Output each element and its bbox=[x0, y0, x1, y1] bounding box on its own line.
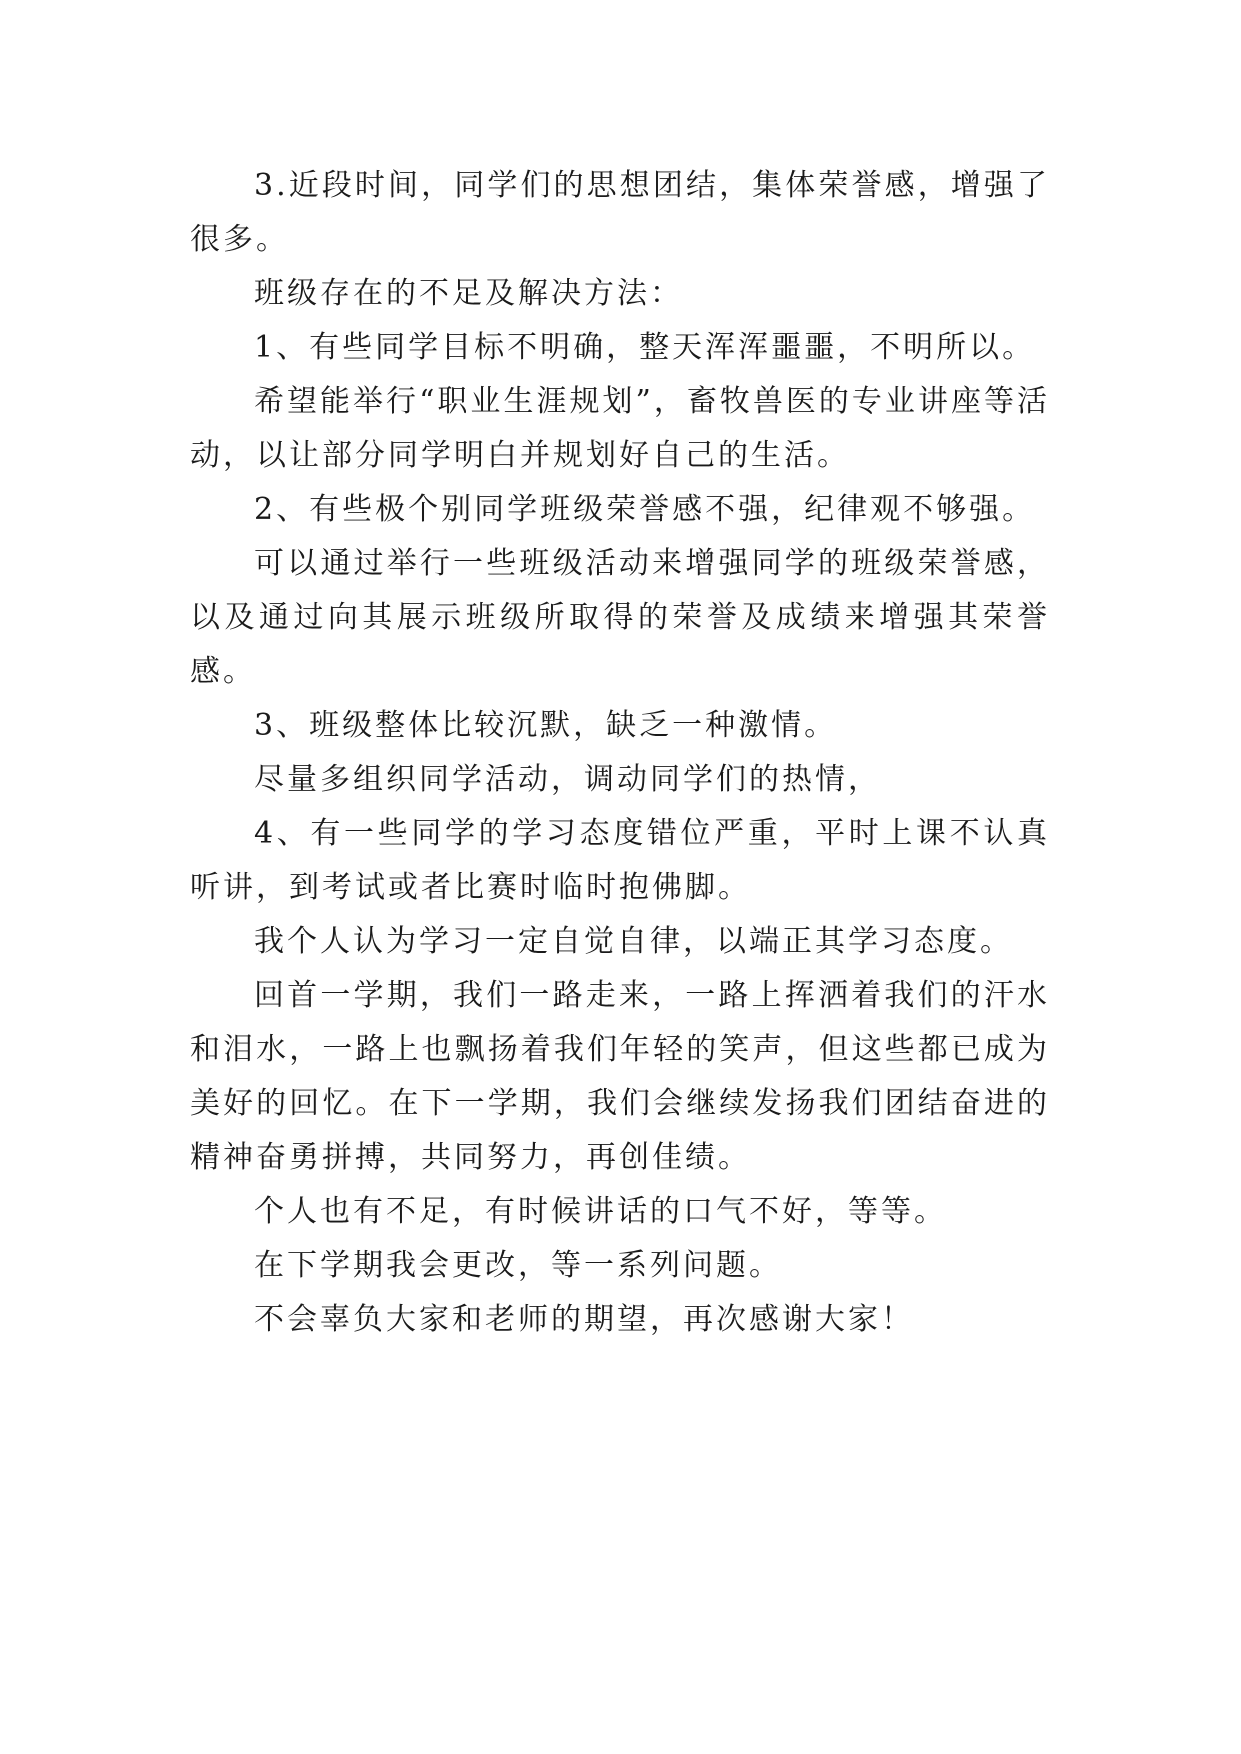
paragraph-shortcomings-heading: 班级存在的不足及解决方法： bbox=[254, 276, 683, 311]
paragraph-issue-2: 2、有些极个别同学班级荣誉感不强，纪律观不够强。 bbox=[254, 492, 1036, 527]
paragraph-issue-4: 4、有一些同学的学习态度错位严重，平时上课不认真听讲，到考试或者比赛时临时抱佛脚。 bbox=[190, 816, 1050, 905]
paragraph-thanks: 不会辜负大家和老师的期望，再次感谢大家！ bbox=[254, 1302, 914, 1337]
paragraph-review: 回首一学期，我们一路走来，一路上挥洒着我们的汗水和泪水，一路上也飘扬着我们年轻的笑声，但这些都已成为美好的回忆。在下一学期，我们会继续发扬我们团结奋进的精神奋勇拼搏，共同努力，再创佳绩。 bbox=[190, 978, 1050, 1175]
paragraph-solution-4: 我个人认为学习一定自觉自律，以端正其学习态度。 bbox=[254, 924, 1013, 959]
paragraph-solution-3: 尽量多组织同学活动，调动同学们的热情， bbox=[254, 762, 881, 797]
paragraph-issue-1: 1、有些同学目标不明确，整天浑浑噩噩，不明所以。 bbox=[254, 330, 1036, 365]
paragraph-issue-3: 3、班级整体比较沉默，缺乏一种激情。 bbox=[254, 708, 838, 743]
paragraph-improvement: 在下学期我会更改，等一系列问题。 bbox=[254, 1248, 782, 1283]
paragraph-unity: 3.近段时间，同学们的思想团结，集体荣誉感，增强了很多。 bbox=[190, 168, 1050, 257]
paragraph-personal-shortcomings: 个人也有不足，有时候讲话的口气不好，等等。 bbox=[254, 1194, 947, 1229]
paragraph-solution-2: 可以通过举行一些班级活动来增强同学的班级荣誉感，以及通过向其展示班级所取得的荣誉及成绩来增强其荣誉感。 bbox=[190, 546, 1050, 689]
document-body bbox=[190, 159, 1050, 1347]
paragraph-solution-1: 希望能举行“职业生涯规划”，畜牧兽医的专业讲座等活动，以让部分同学明白并规划好自己的生活。 bbox=[190, 384, 1050, 473]
